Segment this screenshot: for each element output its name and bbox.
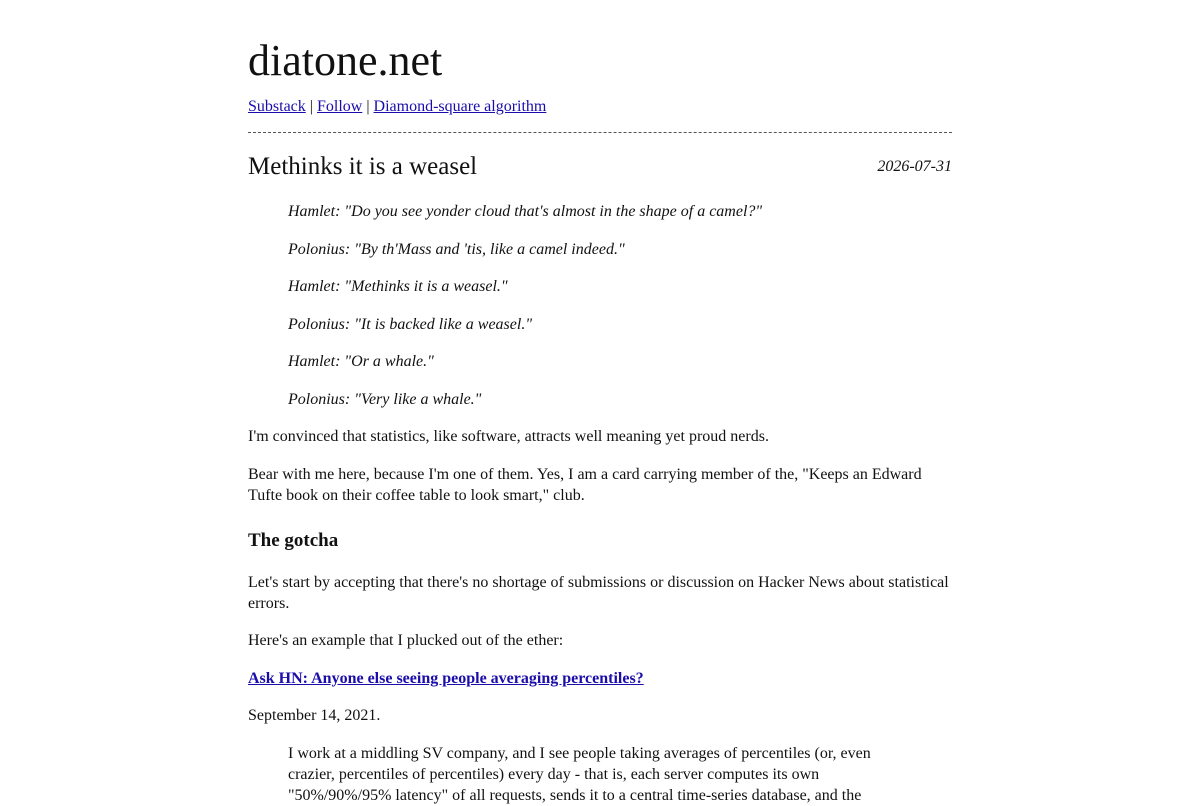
section-paragraph: Let's start by accepting that there's no shortage of submissions or discussion on Hacker News about statistical errors. [248,573,949,612]
dialogue-line: Hamlet: "Or a whale." [288,353,434,370]
post-date: 2026-07-31 [877,158,952,175]
post-content [248,201,952,806]
hn-date: September 14, 2021. [248,707,381,724]
nav-separator: | [309,98,313,115]
dialogue-line: Hamlet: "Methinks it is a weasel." [288,278,508,295]
post-header [248,152,952,182]
nav-link-diamond-square[interactable]: Diamond-square algorithm [373,98,547,115]
post-title: Methinks it is a weasel [248,153,478,180]
site-title[interactable]: diatone.net [248,36,443,85]
site-nav [248,96,546,117]
section-heading: The gotcha [248,529,339,551]
nav-separator: | [366,98,370,115]
intro-paragraph: Bear with me here, because I'm one of them. Yes, I am a card carrying member of the, "Keeps an Edward Tufte book on their coffee table to look smart," club. [248,465,922,504]
section-paragraph: Here's an example that I plucked out of the ether: [248,632,564,649]
hn-blockquote: I work at a middling SV company, and I see people taking averages of percentiles (or, even crazier, percentiles of percentiles) every day - that is, each server computes its own "50%/90%/95% latency" of all requests, sends it to a central time-series database, and the [288,744,871,804]
hn-link[interactable]: Ask HN: Anyone else seeing people averaging percentiles? [248,669,644,687]
header-divider [248,132,952,133]
dialogue-line: Polonius: "By th'Mass and 'tis, like a camel indeed." [288,240,625,258]
dialogue-line: Hamlet: "Do you see yonder cloud that's almost in the shape of a camel?" [288,203,763,220]
intro-paragraph: I'm convinced that statistics, like software, attracts well meaning yet proud nerds. [248,428,769,445]
hn-link-heading [248,668,952,689]
dialogue-line: Polonius: "Very like a whale." [288,390,482,408]
nav-link-follow[interactable]: Follow [316,98,363,115]
nav-link-substack[interactable]: Substack [248,98,306,115]
dialogue-line: Polonius: "It is backed like a weasel." [288,315,533,333]
